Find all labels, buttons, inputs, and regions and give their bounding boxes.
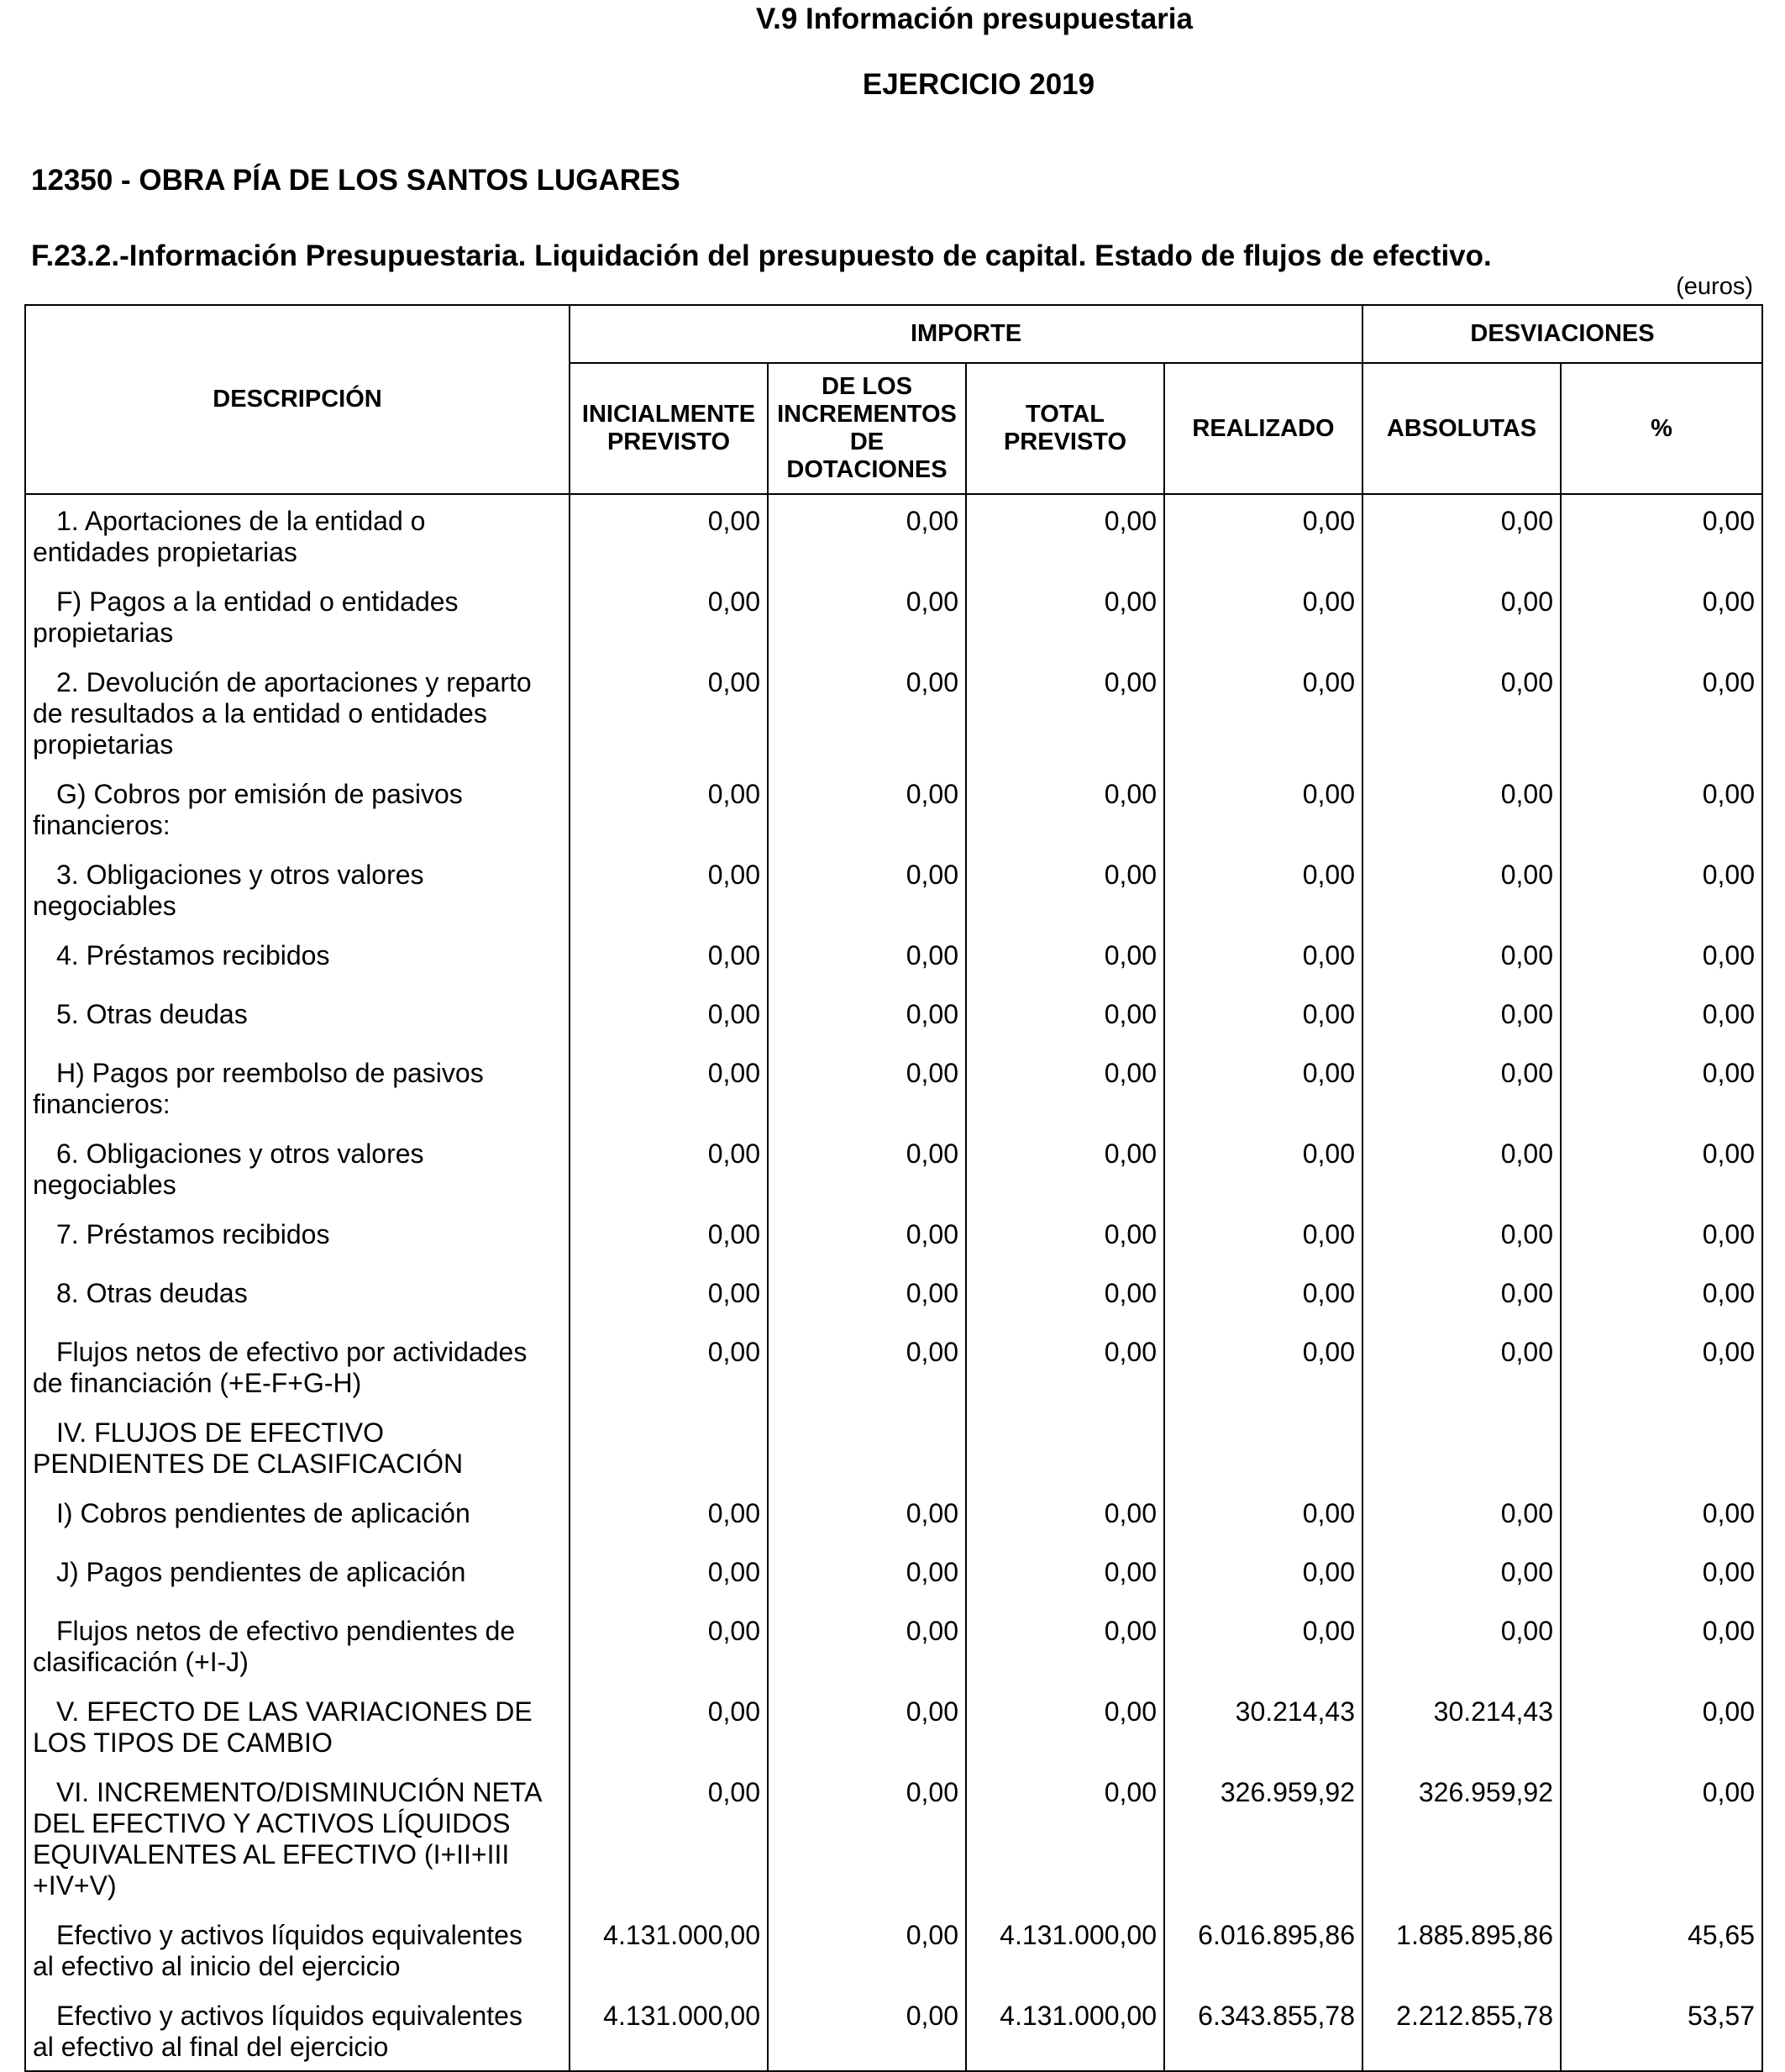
row-value: 0,00 [1561, 1267, 1762, 1326]
row-value: 1.885.895,86 [1362, 1909, 1561, 1990]
table-row [25, 1605, 1762, 1685]
row-value: 0,00 [1362, 1546, 1561, 1605]
row-value [966, 1407, 1164, 1487]
table-row [25, 1990, 1762, 2071]
row-value: 0,00 [570, 1267, 768, 1326]
row-value: 4.131.000,00 [570, 1990, 768, 2071]
row-value: 0,00 [966, 1546, 1164, 1605]
row-description: Efectivo y activos líquidos equivalentes al efectivo al final del ejercicio [25, 1990, 570, 2071]
row-value: 0,00 [768, 1605, 966, 1685]
row-value: 0,00 [1164, 1128, 1362, 1208]
row-value [1561, 1407, 1762, 1487]
row-value: 0,00 [768, 1909, 966, 1990]
row-value: 0,00 [1164, 1487, 1362, 1546]
row-value: 6.343.855,78 [1164, 1990, 1362, 2071]
cash-flow-table [24, 304, 1763, 2072]
row-value: 0,00 [768, 1267, 966, 1326]
col-header-realizado: REALIZADO [1164, 363, 1362, 494]
table-row [25, 1208, 1762, 1267]
table-row [25, 768, 1762, 849]
row-value: 0,00 [1362, 576, 1561, 656]
row-value: 0,00 [1164, 1605, 1362, 1685]
row-value: 0,00 [966, 1128, 1164, 1208]
row-value: 0,00 [570, 1605, 768, 1685]
row-value: 4.131.000,00 [570, 1909, 768, 1990]
row-value: 0,00 [768, 1128, 966, 1208]
row-description: 6. Obligaciones y otros valores negociables [25, 1128, 570, 1208]
table-row [25, 849, 1762, 929]
row-value: 0,00 [966, 929, 1164, 988]
row-value: 0,00 [1561, 1208, 1762, 1267]
row-value: 0,00 [768, 1990, 966, 2071]
row-value: 4.131.000,00 [966, 1909, 1164, 1990]
table-row [25, 1685, 1762, 1766]
row-value: 326.959,92 [1164, 1766, 1362, 1909]
row-value: 0,00 [966, 768, 1164, 849]
table-row [25, 1407, 1762, 1487]
row-description: Flujos netos de efectivo pendientes de clasificación (+I-J) [25, 1605, 570, 1685]
fiscal-year-heading: EJERCICIO 2019 [862, 68, 1095, 101]
row-value: 0,00 [570, 988, 768, 1047]
row-value: 0,00 [1164, 1546, 1362, 1605]
row-value: 0,00 [1362, 494, 1561, 576]
row-value: 45,65 [1561, 1909, 1762, 1990]
row-value: 0,00 [1561, 494, 1762, 576]
row-value: 0,00 [768, 494, 966, 576]
row-value: 0,00 [966, 1685, 1164, 1766]
row-value: 0,00 [1362, 1605, 1561, 1685]
row-value: 0,00 [768, 1487, 966, 1546]
table-row [25, 1546, 1762, 1605]
row-value: 0,00 [1561, 1128, 1762, 1208]
row-value: 0,00 [570, 656, 768, 768]
row-description: 1. Aportaciones de la entidad o entidades propietarias [25, 494, 570, 576]
row-value: 0,00 [1362, 1326, 1561, 1407]
row-value: 0,00 [1561, 1766, 1762, 1909]
row-value: 0,00 [966, 988, 1164, 1047]
row-value: 0,00 [1164, 929, 1362, 988]
row-value: 0,00 [1561, 656, 1762, 768]
row-description: 2. Devolución de aportaciones y reparto de resultados a la entidad o entidades propietarias [25, 656, 570, 768]
row-value [768, 1407, 966, 1487]
table-row [25, 576, 1762, 656]
row-value: 0,00 [966, 1605, 1164, 1685]
row-value: 0,00 [1561, 1047, 1762, 1128]
group-header-desviaciones: DESVIACIONES [1362, 305, 1762, 363]
table-row [25, 988, 1762, 1047]
row-value: 0,00 [768, 768, 966, 849]
row-description: F) Pagos a la entidad o entidades propietarias [25, 576, 570, 656]
row-value: 0,00 [768, 988, 966, 1047]
row-value: 0,00 [1362, 929, 1561, 988]
table-row [25, 929, 1762, 988]
row-value: 0,00 [1362, 1267, 1561, 1326]
row-description: H) Pagos por reembolso de pasivos financieros: [25, 1047, 570, 1128]
row-value: 0,00 [1164, 1047, 1362, 1128]
group-header-importe: IMPORTE [570, 305, 1362, 363]
row-value: 0,00 [966, 849, 1164, 929]
row-value: 0,00 [768, 1047, 966, 1128]
row-value: 0,00 [768, 849, 966, 929]
row-value: 0,00 [1362, 849, 1561, 929]
row-value: 0,00 [570, 929, 768, 988]
entity-name: 12350 - OBRA PÍA DE LOS SANTOS LUGARES [31, 164, 680, 197]
row-value: 0,00 [966, 1047, 1164, 1128]
row-value: 0,00 [768, 576, 966, 656]
row-value [570, 1407, 768, 1487]
row-value: 0,00 [1362, 1208, 1561, 1267]
row-value: 6.016.895,86 [1164, 1909, 1362, 1990]
table-row [25, 1766, 1762, 1909]
row-value: 0,00 [1561, 768, 1762, 849]
row-value: 0,00 [570, 576, 768, 656]
row-value: 0,00 [1561, 576, 1762, 656]
row-value: 0,00 [966, 1267, 1164, 1326]
row-value: 0,00 [1362, 768, 1561, 849]
row-description: Efectivo y activos líquidos equivalentes al efectivo al inicio del ejercicio [25, 1909, 570, 1990]
row-value: 0,00 [570, 768, 768, 849]
table-row [25, 1047, 1762, 1128]
row-description: I) Cobros pendientes de aplicación [25, 1487, 570, 1546]
row-description: 3. Obligaciones y otros valores negociables [25, 849, 570, 929]
row-value: 0,00 [1362, 1047, 1561, 1128]
table-row [25, 1909, 1762, 1990]
row-value: 0,00 [1561, 1326, 1762, 1407]
row-description: 7. Préstamos recibidos [25, 1208, 570, 1267]
row-value: 0,00 [1164, 1267, 1362, 1326]
row-value: 0,00 [1561, 1685, 1762, 1766]
row-value: 0,00 [570, 1685, 768, 1766]
row-value [1362, 1407, 1561, 1487]
row-value: 0,00 [570, 494, 768, 576]
row-value: 0,00 [1561, 849, 1762, 929]
section-title: V.9 Información presupuestaria [756, 3, 1193, 35]
row-value: 4.131.000,00 [966, 1990, 1164, 2071]
row-value: 326.959,92 [1362, 1766, 1561, 1909]
row-value: 0,00 [966, 656, 1164, 768]
row-value: 0,00 [1362, 988, 1561, 1047]
row-value: 0,00 [768, 1546, 966, 1605]
table-row [25, 494, 1762, 576]
col-header-total-previsto: TOTAL PREVISTO [966, 363, 1164, 494]
row-value: 2.212.855,78 [1362, 1990, 1561, 2071]
row-description: 8. Otras deudas [25, 1267, 570, 1326]
row-description: J) Pagos pendientes de aplicación [25, 1546, 570, 1605]
row-value: 0,00 [1164, 576, 1362, 656]
row-description: 4. Préstamos recibidos [25, 929, 570, 988]
row-value: 0,00 [768, 1685, 966, 1766]
col-header-percent: % [1561, 363, 1762, 494]
col-header-inicialmente-previsto: INICIALMENTE PREVISTO [570, 363, 768, 494]
table-row [25, 656, 1762, 768]
row-value: 0,00 [570, 1128, 768, 1208]
row-value: 0,00 [570, 1047, 768, 1128]
row-description: G) Cobros por emisión de pasivos financieros: [25, 768, 570, 849]
statement-subtitle: F.23.2.-Información Presupuestaria. Liquidación del presupuesto de capital. Estado de flujos de efectivo. [31, 239, 1492, 272]
row-value: 0,00 [768, 1208, 966, 1267]
row-value: 0,00 [966, 494, 1164, 576]
row-value: 0,00 [1164, 768, 1362, 849]
table-row [25, 1487, 1762, 1546]
col-header-absolutas: ABSOLUTAS [1362, 363, 1561, 494]
table-row [25, 1267, 1762, 1326]
row-value: 0,00 [966, 1208, 1164, 1267]
row-value: 0,00 [1561, 988, 1762, 1047]
row-value: 0,00 [768, 1766, 966, 1909]
row-value: 0,00 [570, 1208, 768, 1267]
row-value: 0,00 [768, 656, 966, 768]
row-description: VI. INCREMENTO/DISMINUCIÓN NETA DEL EFECTIVO Y ACTIVOS LÍQUIDOS EQUIVALENTES AL EFECTIVO (I+II+III +IV+V) [25, 1766, 570, 1909]
row-value: 0,00 [1164, 494, 1362, 576]
row-value: 0,00 [1561, 929, 1762, 988]
row-value: 0,00 [1164, 849, 1362, 929]
row-value: 53,57 [1561, 1990, 1762, 2071]
row-value: 30.214,43 [1362, 1685, 1561, 1766]
row-value: 0,00 [1164, 988, 1362, 1047]
units-label: (euros) [1676, 273, 1753, 300]
row-value: 0,00 [570, 1546, 768, 1605]
row-value: 0,00 [966, 1326, 1164, 1407]
row-value: 0,00 [966, 576, 1164, 656]
row-value: 0,00 [1561, 1546, 1762, 1605]
row-value: 0,00 [966, 1487, 1164, 1546]
table-row [25, 1326, 1762, 1407]
row-value: 0,00 [966, 1766, 1164, 1909]
row-value [1164, 1407, 1362, 1487]
row-value: 0,00 [768, 929, 966, 988]
row-description: V. EFECTO DE LAS VARIACIONES DE LOS TIPOS DE CAMBIO [25, 1685, 570, 1766]
row-value: 0,00 [1164, 1326, 1362, 1407]
table-row [25, 1128, 1762, 1208]
row-value: 0,00 [1362, 1128, 1561, 1208]
row-value: 0,00 [570, 849, 768, 929]
row-value: 30.214,43 [1164, 1685, 1362, 1766]
row-value: 0,00 [570, 1487, 768, 1546]
row-value: 0,00 [1164, 656, 1362, 768]
row-value: 0,00 [570, 1326, 768, 1407]
row-value: 0,00 [1362, 656, 1561, 768]
row-value: 0,00 [1164, 1208, 1362, 1267]
row-description: Flujos netos de efectivo por actividades de financiación (+E-F+G-H) [25, 1326, 570, 1407]
row-description: IV. FLUJOS DE EFECTIVO PENDIENTES DE CLASIFICACIÓN [25, 1407, 570, 1487]
row-value: 0,00 [1362, 1487, 1561, 1546]
row-value: 0,00 [570, 1766, 768, 1909]
row-description: 5. Otras deudas [25, 988, 570, 1047]
row-value: 0,00 [1561, 1487, 1762, 1546]
col-header-incrementos-dotaciones: DE LOS INCREMENTOS DE DOTACIONES [768, 363, 966, 494]
row-value: 0,00 [768, 1326, 966, 1407]
row-value: 0,00 [1561, 1605, 1762, 1685]
col-header-descripcion: DESCRIPCIÓN [25, 305, 570, 494]
table-body [25, 494, 1762, 2071]
